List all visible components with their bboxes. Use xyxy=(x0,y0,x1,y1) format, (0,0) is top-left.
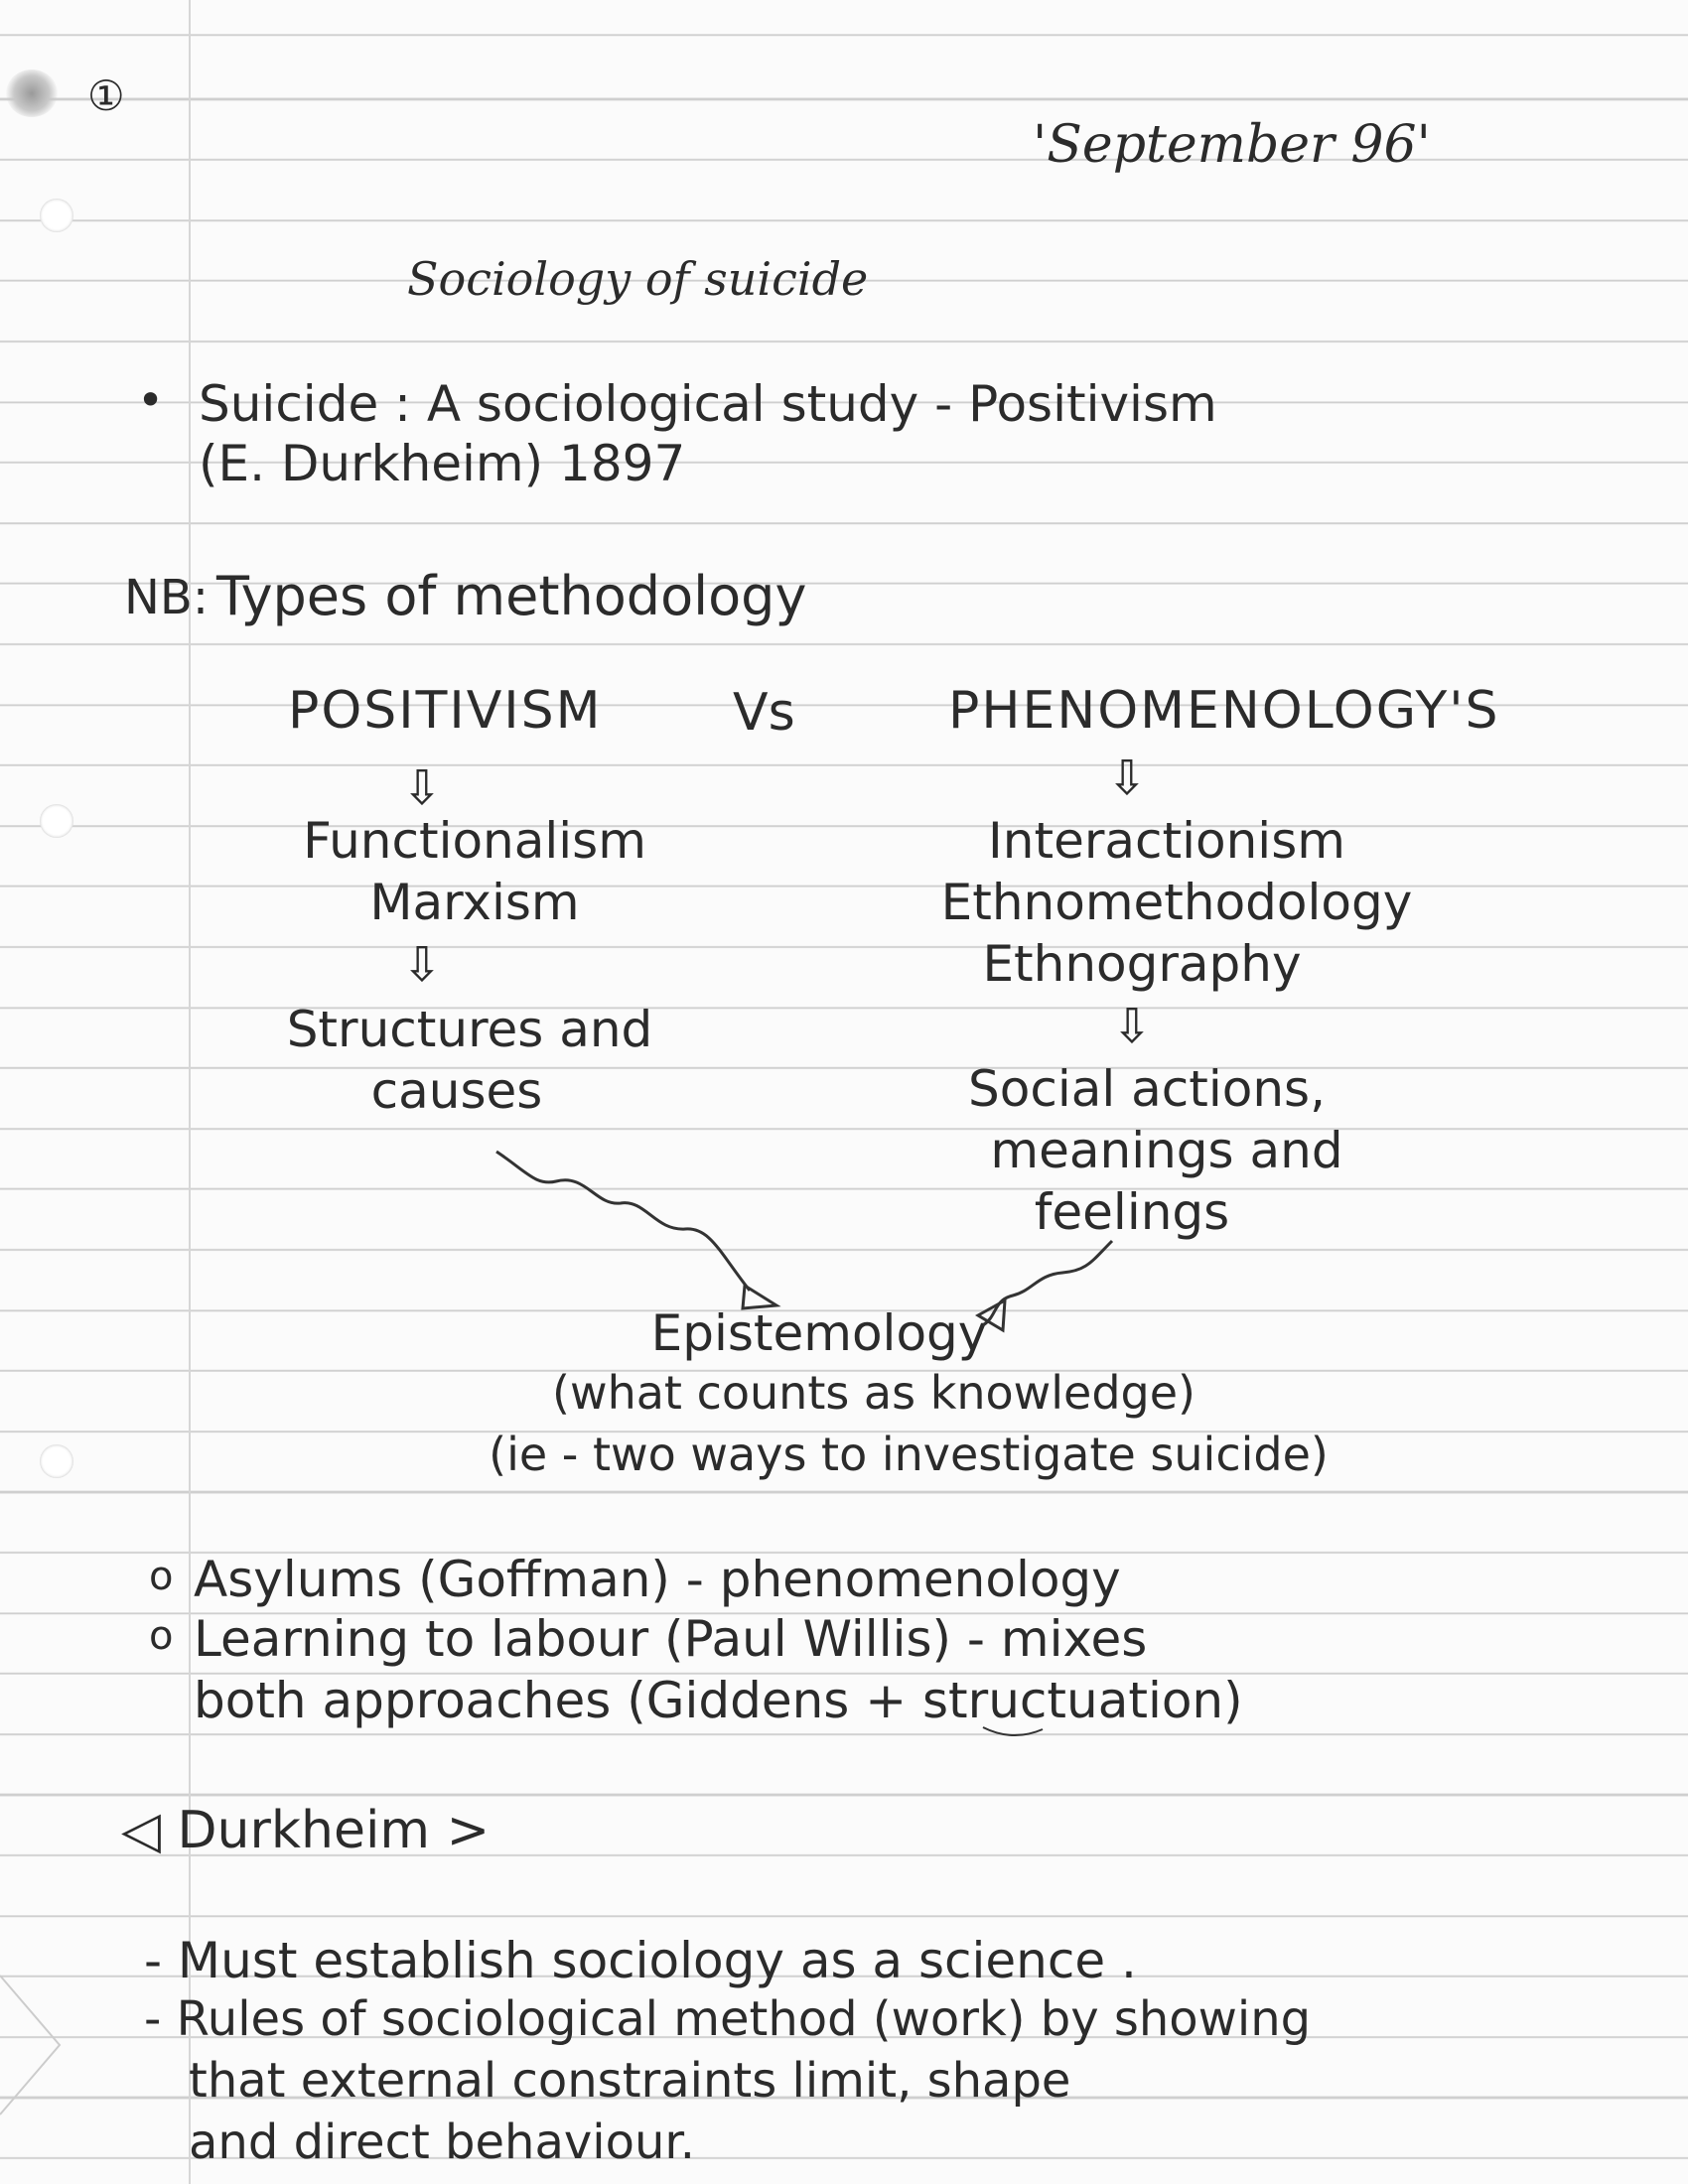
right-focus-3: feelings xyxy=(1034,1183,1230,1241)
list-bullet: o xyxy=(149,1613,174,1659)
right-focus-2: meanings and xyxy=(990,1122,1343,1179)
example-item-3: both approaches (Giddens + structuation) xyxy=(194,1672,1243,1729)
epistemology-note-1: (what counts as knowledge) xyxy=(552,1366,1196,1420)
page-number: ① xyxy=(87,71,125,120)
page-title: Sociology of suicide xyxy=(407,252,869,306)
phenomenology-heading: PHENOMENOLOGY'S xyxy=(948,681,1500,741)
example-item-1: Asylums (Goffman) - phenomenology xyxy=(194,1551,1121,1608)
intro-line-1: Suicide : A sociological study - Positivism xyxy=(199,375,1217,433)
epistemology-term: Epistemology xyxy=(650,1304,988,1362)
ink-smudge xyxy=(6,69,58,117)
durkheim-heading: ◁ Durkheim > xyxy=(121,1801,491,1860)
left-focus-2: causes xyxy=(370,1062,543,1120)
left-theory-1: Functionalism xyxy=(303,812,646,870)
right-theory-3: Ethnography xyxy=(982,935,1302,993)
right-theory-1: Interactionism xyxy=(988,812,1345,870)
date: 'September 96' xyxy=(1033,115,1431,175)
punch-hole xyxy=(40,199,73,232)
right-theory-2: Ethnomethodology xyxy=(940,874,1413,931)
epistemology-note-2: (ie - two ways to investigate suicide) xyxy=(489,1428,1329,1481)
point-2: - Rules of sociological method (work) by showing xyxy=(144,1991,1312,2047)
point-1: - Must establish sociology as a science . xyxy=(144,1932,1137,1989)
arrow-icon: ⇩ xyxy=(401,760,443,816)
nb-marker: NB: xyxy=(124,570,210,625)
list-bullet: o xyxy=(149,1554,174,1599)
example-item-2: Learning to labour (Paul Willis) - mixes xyxy=(194,1610,1148,1668)
versus-label: Vs xyxy=(733,683,795,743)
right-focus-1: Social actions, xyxy=(968,1060,1326,1118)
wavy-arrow-left xyxy=(496,1152,750,1291)
nb-text: Types of methodology xyxy=(216,565,807,627)
wavy-arrow-right xyxy=(983,1241,1112,1325)
positivism-heading: POSITIVISM xyxy=(288,681,603,741)
punch-hole xyxy=(40,1444,73,1478)
page-corner-fold xyxy=(0,1976,60,2115)
point-3: that external constraints limit, shape xyxy=(189,2053,1071,2109)
bullet: • xyxy=(137,373,165,427)
intro-line-2: (E. Durkheim) 1897 xyxy=(199,435,686,492)
left-theory-2: Marxism xyxy=(369,874,580,931)
punch-hole xyxy=(40,804,73,838)
left-focus-1: Structures and xyxy=(286,1001,653,1058)
point-4: and direct behaviour. xyxy=(189,2115,695,2170)
arrow-icon: ⇩ xyxy=(1106,751,1148,806)
arrow-icon: ⇩ xyxy=(401,937,443,993)
arrow-icon: ⇩ xyxy=(1111,999,1153,1054)
